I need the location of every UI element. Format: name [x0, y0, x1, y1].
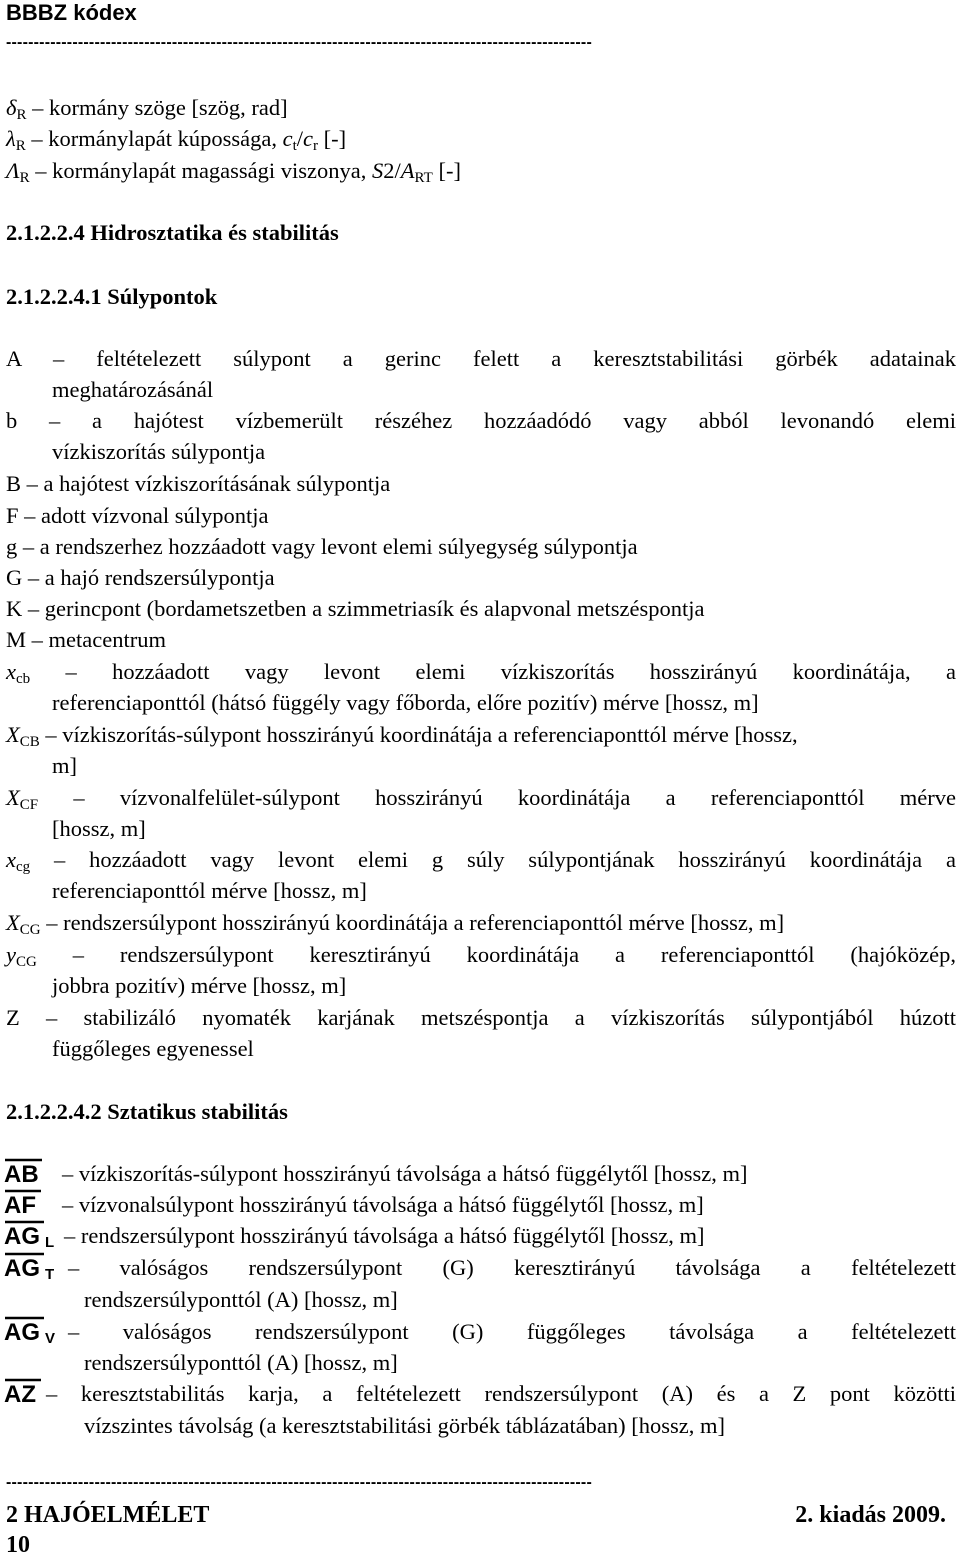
def-xcb-line1: $x_{cb}$ – hozzáadott vagy levont elemi vízkiszorítás hosszirányú koordinátája, a	[6, 659, 956, 687]
def-b-line1: b – a hajótest vízbemerült részéhez hozzáadódó vagy abból levonandó elemi	[6, 408, 956, 433]
page-header-title: BBBZ kódex	[6, 0, 137, 25]
def-XCB-line1: $X_{CB}$ – vízkiszorítás-súlypont hosszirányú koordinátája a referenciaponttól mérve [hossz,	[6, 722, 798, 750]
def-AF: – vízvonalsúlypont hosszirányú távolsága a hátsó függélytől [hossz, m]	[62, 1192, 704, 1217]
section-heading-sztatikus: 2.1.2.2.4.2 Sztatikus stabilitás	[6, 1099, 288, 1124]
symbol-AB-overline	[4, 1157, 64, 1187]
footer-rule: ----------------------------------------------------------------------------------------------------------	[6, 1474, 592, 1491]
symbol-AGT-overline	[4, 1251, 64, 1281]
header-rule: ----------------------------------------------------------------------------------------------------------	[6, 34, 592, 51]
def-B: B – a hajótest vízkiszorításának súlypontja	[6, 471, 391, 496]
def-yCG-line1: $y_{CG}$ – rendszersúlypont keresztirányú koordinátája a referenciaponttól (hajóközép,	[6, 942, 956, 970]
symbol-AGL-overline	[4, 1219, 64, 1249]
def-Z-line1: Z – stabilizáló nyomaték karjának metszéspontja a vízkiszorítás súlypontjából húzott	[6, 1005, 956, 1030]
svg-text:L: L	[45, 1234, 55, 1251]
footer-edition: 2. kiadás 2009.	[795, 1502, 946, 1528]
def-xcb-line2: referenciaponttól (hátsó függély vagy főborda, előre pozitív) mérve [hossz, m]	[52, 690, 759, 715]
def-xcg-line1: $x_{cg}$ – hozzáadott vagy levont elemi g súly súlypontjának hosszirányú koordinátája a	[6, 847, 956, 875]
def-g: g – a rendszerhez hozzáadott vagy levont elemi súlyegység súlypontja	[6, 534, 638, 559]
def-AGT-line2: rendszersúlyponttól (A) [hossz, m]	[84, 1287, 398, 1312]
def-AGL: – rendszersúlypont hosszirányú távolsága a hátsó függélytől [hossz, m]	[64, 1223, 705, 1248]
def-K: K – gerincpont (bordametszetben a szimmetriasík és alapvonal metszéspontja	[6, 596, 705, 621]
def-XCF-line1: $X_{CF}$ – vízvonalfelület-súlypont hosszirányú koordinátája a referenciaponttól mérve	[6, 785, 956, 813]
def-delta-r: $\delta_R$ – kormány szöge [szög, rad]	[6, 95, 288, 123]
def-Z-line2: függőleges egyenessel	[52, 1036, 254, 1061]
section-heading-sulypontok: 2.1.2.2.4.1 Súlypontok	[6, 284, 218, 309]
def-AGV-line2: rendszersúlyponttól (A) [hossz, m]	[84, 1350, 398, 1375]
def-F: F – adott vízvonal súlypontja	[6, 503, 269, 528]
svg-text:T: T	[45, 1266, 55, 1283]
def-M: M – metacentrum	[6, 627, 166, 652]
svg-text:AG: AG	[4, 1223, 40, 1250]
def-AGV-line1: – valóságos rendszersúlypont (G) függőleges távolsága a feltételezett	[68, 1319, 956, 1344]
footer-chapter: 2 HAJÓELMÉLET	[6, 1502, 210, 1528]
def-AGT-line1: – valóságos rendszersúlypont (G) keresztirányú távolsága a feltételezett	[68, 1255, 956, 1280]
def-A-line2: meghatározásánál	[52, 377, 214, 402]
symbol-AGV-overline	[4, 1315, 64, 1345]
def-XCF-line2: [hossz, m]	[52, 816, 146, 841]
def-A-line1: A – feltételezett súlypont a gerinc felett a keresztstabilitási görbék adatainak	[6, 346, 956, 371]
def-XCB-line2: m]	[52, 753, 77, 778]
svg-text:AF: AF	[4, 1192, 36, 1219]
page-number: 10	[6, 1532, 30, 1558]
def-XCG: $X_{CG}$ – rendszersúlypont hosszirányú koordinátája a referenciaponttól mérve [hossz, m]	[6, 910, 785, 938]
svg-text:AG: AG	[4, 1255, 40, 1282]
svg-text:V: V	[45, 1330, 56, 1347]
svg-text:AG: AG	[4, 1319, 40, 1346]
def-b-line2: vízkiszorítás súlypontja	[52, 439, 266, 464]
def-AZ-line1: – keresztstabilitás karja, a feltételezett rendszersúlypont (A) és a Z pont közötti	[46, 1381, 956, 1406]
def-xcg-line2: referenciaponttól mérve [hossz, m]	[52, 878, 367, 903]
def-lambda-r: $\lambda_R$ – kormánylapát kúpossága, $c_t/c_r$ [-]	[6, 126, 347, 154]
svg-text:AZ: AZ	[4, 1381, 36, 1408]
def-yCG-line2: jobbra pozitív) mérve [hossz, m]	[52, 973, 347, 998]
section-heading-hidrosztatika: 2.1.2.2.4 Hidrosztatika és stabilitás	[6, 220, 339, 245]
svg-text:AB: AB	[4, 1161, 39, 1188]
def-G: G – a hajó rendszersúlypontja	[6, 565, 275, 590]
def-AB: – vízkiszorítás-súlypont hosszirányú távolsága a hátsó függélytől [hossz, m]	[62, 1161, 748, 1186]
symbol-AF-overline	[4, 1188, 64, 1218]
def-AZ-line2: vízszintes távolság (a keresztstabilitási görbék táblázatában) [hossz, m]	[84, 1413, 726, 1438]
def-capital-lambda-r: $\Lambda_R$ – kormánylapát magassági viszonya, $S2/A_{RT}$ [-]	[6, 158, 461, 186]
